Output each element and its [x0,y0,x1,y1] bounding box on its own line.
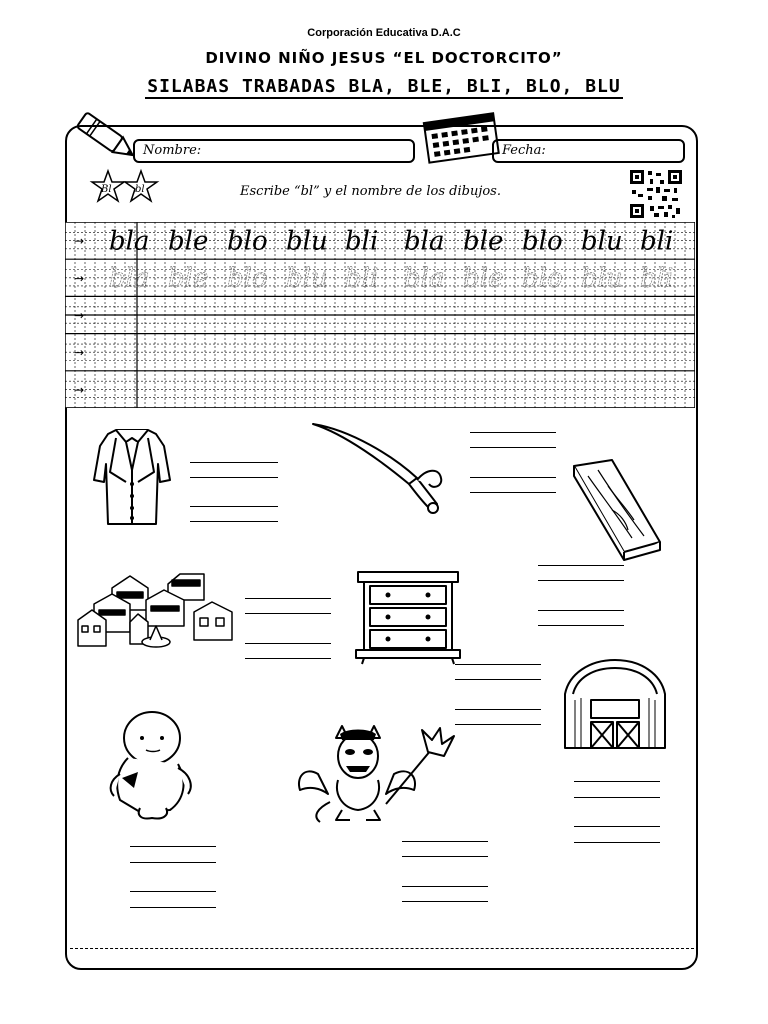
barn-picture [555,652,675,752]
answer-line[interactable] [130,846,216,847]
answer-line[interactable] [130,907,216,908]
model-syllable: ble [463,226,504,257]
model-syllable: bli [345,226,379,257]
answer-line[interactable] [538,610,624,611]
answer-line[interactable] [190,477,278,478]
answer-line[interactable] [470,492,556,493]
answer-line[interactable] [455,709,541,710]
school-name: DIVINO NIÑO JESUS “EL DOCTORCITO” [205,49,563,67]
date-field[interactable] [492,139,685,163]
model-syllable: blu [581,226,623,257]
saber-picture [305,420,455,515]
model-syllable: blo [522,226,563,257]
name-label: Nombre: [143,143,202,158]
arrow-icon: → [74,308,85,323]
arrow-icon: → [74,382,85,397]
dresser-picture [352,568,464,666]
answer-line[interactable] [245,598,331,599]
answer-line[interactable] [470,432,556,433]
model-syllable: bla [109,226,150,257]
bottom-rule [70,948,694,949]
answer-line[interactable] [190,506,278,507]
trace-syllable: bli [640,263,674,294]
model-syllable: blo [227,226,268,257]
answer-line[interactable] [402,841,488,842]
baby-picture [100,708,205,823]
qr-code-icon [628,168,684,220]
answer-line[interactable] [574,826,660,827]
answer-line[interactable] [245,658,331,659]
name-field[interactable] [133,139,415,163]
answer-line[interactable] [245,613,331,614]
model-syllable: bli [640,226,674,257]
answer-line[interactable] [470,447,556,448]
model-syllable: ble [168,226,209,257]
instruction-text: Escribe “bl” y el nombre de los dibujos. [240,184,501,199]
answer-line[interactable] [402,856,488,857]
answer-line[interactable] [402,901,488,902]
answer-line[interactable] [574,797,660,798]
writing-practice-grid [65,222,695,408]
model-syllable: bla [404,226,445,257]
trace-syllable: blu [581,263,623,294]
arrow-icon: → [74,271,85,286]
answer-line[interactable] [574,842,660,843]
answer-line[interactable] [130,891,216,892]
trace-syllable: bla [404,263,445,294]
answer-line[interactable] [538,625,624,626]
date-label: Fecha: [502,143,546,158]
answer-line[interactable] [130,862,216,863]
star-label-lower: bl [135,184,145,195]
answer-line[interactable] [455,724,541,725]
trace-syllable: ble [168,263,209,294]
arrow-icon: → [74,345,85,360]
trace-syllable: bla [109,263,150,294]
answer-line[interactable] [245,643,331,644]
answer-line[interactable] [402,886,488,887]
answer-line[interactable] [190,462,278,463]
answer-line[interactable] [538,580,624,581]
trace-syllable: bli [345,263,379,294]
answer-line[interactable] [574,781,660,782]
page-title [0,76,768,97]
trace-syllable: blo [227,263,268,294]
page-title-text: SILABAS TRABADAS BLA, BLE, BLI, BLO, BLU [147,76,621,97]
stars-badge [88,168,163,208]
answer-line[interactable] [190,521,278,522]
wooden-block-picture [568,456,664,562]
star-label-upper: Bl [101,184,112,195]
trace-syllable: blo [522,263,563,294]
organization-name: Corporación Educativa D.A.C [307,27,461,39]
arrow-icon: → [74,234,85,249]
blouse-picture [86,424,178,530]
trace-syllable: blu [286,263,328,294]
trace-syllable: ble [463,263,504,294]
answer-line[interactable] [538,565,624,566]
model-syllable: blu [286,226,328,257]
town-picture [72,570,237,655]
answer-line[interactable] [455,664,541,665]
answer-line[interactable] [455,679,541,680]
devil-picture [290,722,462,826]
answer-line[interactable] [470,477,556,478]
